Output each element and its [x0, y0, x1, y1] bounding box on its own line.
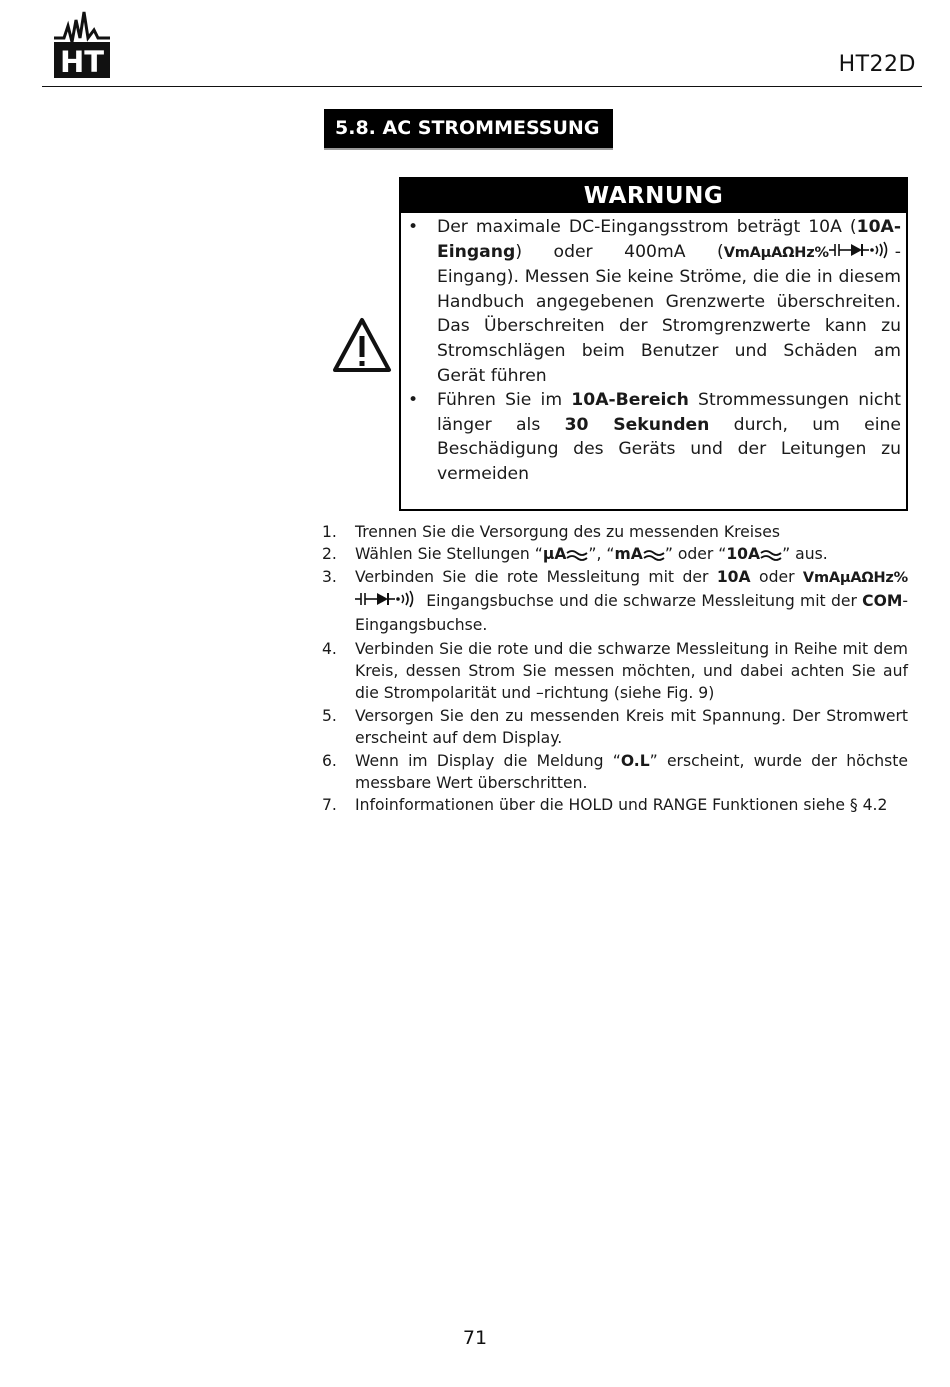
warning-heading: WARNUNG	[401, 179, 906, 213]
model-name: HT22D	[838, 52, 916, 77]
step-number: 6.	[322, 751, 337, 770]
step-item: 4. Verbinden Sie die rote und die schwarze Messleitung in Reihe mit dem Kreis, dessen Strom Sie messen möchten, und dabei achten Sie auf die Strompolarität und –richtung (siehe Fig. 9)	[322, 639, 908, 703]
page-number: 71	[462, 1327, 488, 1349]
ht-logo	[52, 8, 112, 80]
capacitor-diode-continuity-icon	[355, 590, 421, 608]
section-title: 5.8. AC STROMMESSUNG	[324, 109, 613, 148]
input-terminal-label: VmAµAΩHz%	[802, 569, 908, 586]
warning-triangle-icon	[331, 316, 393, 374]
warning-item: • Der maximale DC-Eingangsstrom beträgt 10A (10A-Eingang) oder 400mA (VmAµAΩHz% -Eingang). Messen Sie keine Ströme, die die in diesem Handbuch angegebenen Grenzwerte überschreiten. Das Überschreiten der Stromgrenzwerte kann zu Stromschlägen beim Benutzer und Schäden am Gerät führen	[408, 217, 901, 386]
step-item: 6. Wenn im Display die Meldung “O.L” erscheint, wurde der höchste messbare Wert überschritten.	[322, 751, 909, 793]
ac-wave-icon	[643, 549, 665, 561]
step-item: 5. Versorgen Sie den zu messenden Kreis mit Spannung. Der Stromwert erscheint auf dem Display.	[322, 706, 908, 748]
step-number: 1.	[322, 523, 337, 541]
step-item: 7. Infoinformationen über die HOLD und RANGE Funktionen siehe § 4.2	[322, 794, 908, 816]
step-number: 7.	[322, 796, 337, 815]
capacitor-diode-continuity-icon	[829, 241, 895, 259]
step-number: 4.	[322, 639, 337, 658]
step-number: 3.	[322, 567, 337, 586]
logo-text: HT	[59, 45, 105, 79]
warning-box	[399, 177, 908, 511]
step-item: 1. Trennen Sie die Versorgung des zu messenden Kreises	[322, 521, 908, 543]
step-item: 2. Wählen Sie Stellungen “µA ”, “mA ” oder “10A ” aus.	[322, 543, 908, 565]
step-number: 2.	[322, 545, 337, 564]
warning-list	[401, 213, 906, 487]
ac-wave-icon	[760, 549, 782, 561]
bullet: •	[408, 390, 419, 411]
warning-item: • Führen Sie im 10A-Bereich Strommessungen nicht länger als 30 Sekunden durch, um eine Beschädigung des Geräts und der Leitungen zu vermeiden	[408, 390, 901, 484]
header-divider	[42, 86, 922, 87]
ac-wave-icon	[566, 549, 588, 561]
step-item: 3. Verbinden Sie die rote Messleitung mit der 10A oder VmAµAΩHz% Eingangsbuchse und die schwarze Messleitung mit der COM-Eingangsbuchse.	[322, 567, 908, 634]
procedure-steps	[322, 521, 908, 817]
input-terminal-label: VmAµAΩHz%	[723, 244, 829, 261]
step-number: 5.	[322, 706, 337, 725]
bullet: •	[408, 217, 419, 237]
